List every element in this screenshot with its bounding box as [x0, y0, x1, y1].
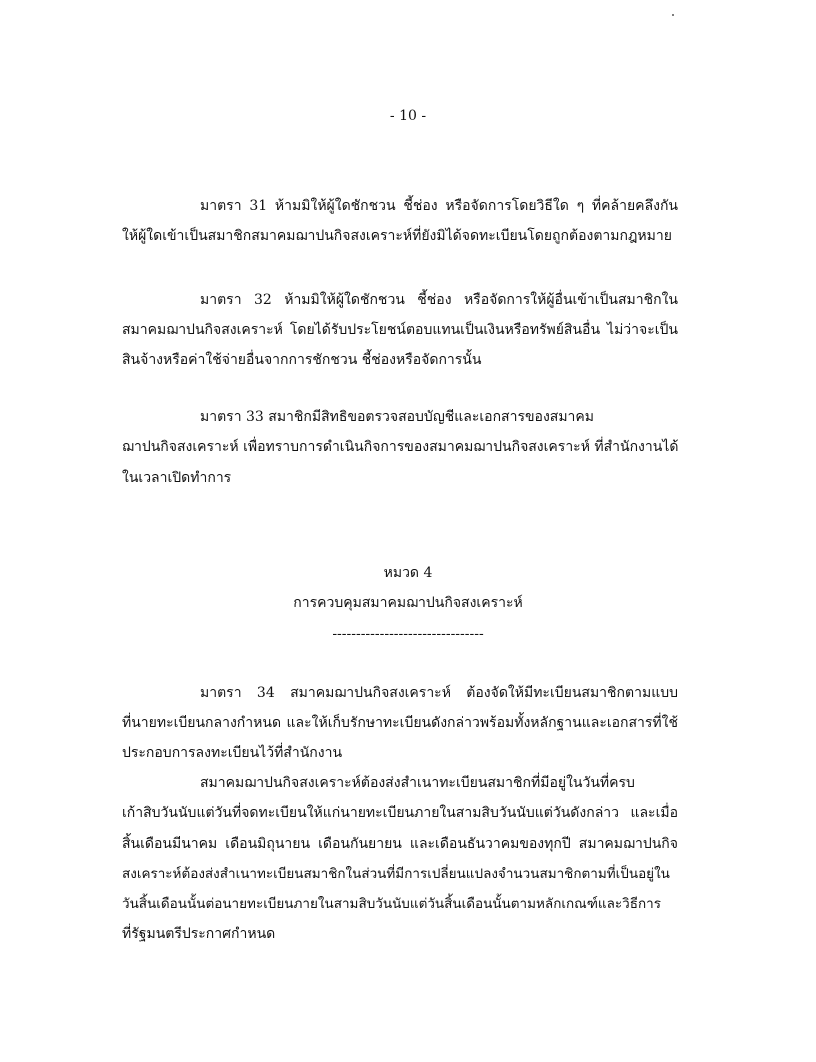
chapter-title: การควบคุมสมาคมฌาปนกิจสงเคราะห์ [293, 595, 523, 611]
section-32-line-3: สินจ้างหรือค่าใช้จ่ายอื่นจากการชักชวน ชี้ช่องหรือจัดการนั้น [122, 352, 482, 368]
section-33-line-2: ฌาปนกิจสงเคราะห์ เพื่อทราบการดำเนินกิจการของสมาคมฌาปนกิจสงเคราะห์ ที่สำนักงานได้ [122, 439, 679, 455]
section-34-line-3: ประกอบการลงทะเบียนไว้ที่สำนักงาน [122, 745, 343, 761]
chapter-heading: หมวด 4 [383, 565, 433, 581]
section-31-line-2: ให้ผู้ใดเข้าเป็นสมาชิกสมาคมฌาปนกิจสงเคราะห์ที่ยังมิได้จดทะเบียนโดยถูกต้องตามกฎหมาย [122, 228, 672, 244]
section-33-line-1: มาตรา 33 สมาชิกมีสิทธิขอตรวจสอบบัญชีและเอกสารของสมาคม [200, 409, 595, 425]
section-34-para-2-line-3: สิ้นเดือนมีนาคม เดือนมิถุนายน เดือนกันยายน และเดือนธันวาคมของทุกปี สมาคมฌาปนกิจ [122, 836, 678, 852]
section-32-line-2: สมาคมฌาปนกิจสงเคราะห์ โดยได้รับประโยชน์ตอบแทนเป็นเงินหรือทรัพย์สินอื่น ไม่ว่าจะเป็น [122, 322, 678, 338]
page-number: - 10 - [389, 108, 427, 124]
section-31-line-1: มาตรา 31 ห้ามมิให้ผู้ใดชักชวน ชี้ช่อง หรือจัดการโดยวิธีใด ๆ ที่คล้ายคลึงกัน [200, 198, 678, 214]
chapter-divider: -------------------------------- [332, 626, 484, 642]
scan-speck [672, 14, 674, 16]
section-34-para-2-line-6: ที่รัฐมนตรีประกาศกำหนด [122, 926, 276, 942]
section-33-line-3: ในเวลาเปิดทำการ [122, 470, 232, 486]
section-34-para-2-line-2: เก้าสิบวันนับแต่วันที่จดทะเบียนให้แก่นายทะเบียนภายในสามสิบวันนับแต่วันดังกล่าว และเมื่อ [122, 805, 678, 821]
section-34-para-2-line-1: สมาคมฌาปนกิจสงเคราะห์ต้องส่งสำเนาทะเบียนสมาชิกที่มีอยู่ในวันที่ครบ [200, 775, 635, 791]
section-32-line-1: มาตรา 32 ห้ามมิให้ผู้ใดชักชวน ชี้ช่อง หรือจัดการให้ผู้อื่นเข้าเป็นสมาชิกใน [200, 292, 678, 308]
section-34-para-2-line-5: วันสิ้นเดือนนั้นต่อนายทะเบียนภายในสามสิบวันนับแต่วันสิ้นเดือนนั้นตามหลักเกณฑ์และวิธีการ [122, 896, 661, 912]
section-34-para-2-line-4: สงเคราะห์ต้องส่งสำเนาทะเบียนสมาชิกในส่วนที่มีการเปลี่ยนแปลงจำนวนสมาชิกตามที่เป็นอยู่ใน [122, 866, 670, 882]
section-34-line-1: มาตรา 34 สมาคมฌาปนกิจสงเคราะห์ ต้องจัดให้มีทะเบียนสมาชิกตามแบบ [200, 685, 678, 701]
section-34-line-2: ที่นายทะเบียนกลางกำหนด และให้เก็บรักษาทะเบียนดังกล่าวพร้อมทั้งหลักฐานและเอกสารที่ใช้ [122, 715, 678, 731]
